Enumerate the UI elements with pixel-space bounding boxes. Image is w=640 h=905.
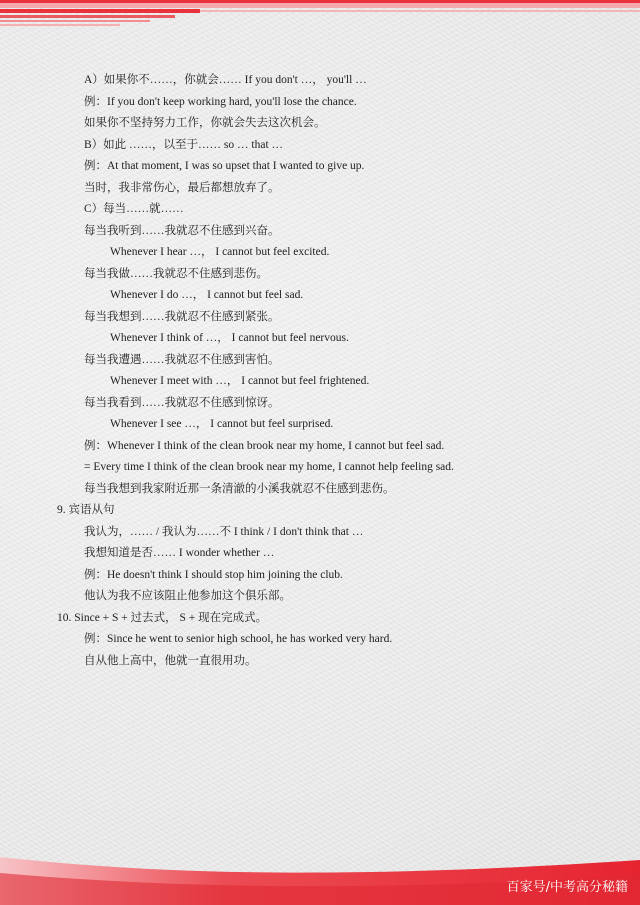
pattern-c-zh-do: 每当我做……我就忍不住感到悲伤。 <box>84 268 268 280</box>
pattern-c-zh-see: 每当我看到……我就忍不住感到惊讶。 <box>84 397 280 409</box>
pattern-c-zh-hear: 每当我听到……我就忍不住感到兴奋。 <box>84 225 280 237</box>
pattern-c-zh-meet: 每当我遭遇……我就忍不住感到害怕。 <box>84 354 280 366</box>
section-9-think: 我认为，…… / 我认为……不 I think / I don't think that … <box>84 526 364 538</box>
pattern-c-en-see: Whenever I see …， I cannot but feel surprised. <box>110 418 334 430</box>
pattern-a-example-zh: 如果你不坚持努力工作，你就会失去这次机会。 <box>84 117 326 129</box>
pattern-a-example-en: 例：If you don't keep working hard, you'll lose the chance. <box>84 96 357 108</box>
pattern-c-en-think: Whenever I think of …， I cannot but feel nervous. <box>110 332 349 344</box>
pattern-c-example-en: 例：Whenever I think of the clean brook near my home, I cannot but feel sad. <box>84 440 445 452</box>
pattern-b-heading: B）如此 ……，以至于…… so … that … <box>84 139 284 151</box>
pattern-c-zh-think: 每当我想到……我就忍不住感到紧张。 <box>84 311 280 323</box>
section-10-example-zh: 自从他上高中，他就一直很用功。 <box>84 655 257 667</box>
pattern-c-en-do: Whenever I do …， I cannot but feel sad. <box>110 289 304 301</box>
section-9-heading: 9. 宾语从句 <box>57 504 115 516</box>
section-9-example-zh: 他认为我不应该阻止他参加这个俱乐部。 <box>84 590 291 602</box>
pattern-c-en-hear: Whenever I hear …， I cannot but feel excited. <box>110 246 330 258</box>
top-decor-stripes <box>0 0 640 30</box>
pattern-a-heading: A）如果你不……，你就会…… If you don't …， you'll … <box>84 74 367 86</box>
pattern-c-en-meet: Whenever I meet with …， I cannot but feel frightened. <box>110 375 370 387</box>
watermark-text: 百家号/中考高分秘籍 <box>506 880 628 895</box>
section-10-example-en: 例：Since he went to senior high school, he has worked very hard. <box>84 633 393 645</box>
pattern-c-example-alt: = Every time I think of the clean brook near my home, I cannot help feeling sad. <box>84 461 454 473</box>
section-10-heading: 10. Since + S + 过去式， S + 现在完成式。 <box>57 612 268 624</box>
section-9-example-en: 例：He doesn't think I should stop him joining the club. <box>84 569 343 581</box>
pattern-c-example-zh: 每当我想到我家附近那一条清澈的小溪我就忍不住感到悲伤。 <box>84 483 395 495</box>
pattern-b-example-zh: 当时，我非常伤心，最后都想放弃了。 <box>84 182 280 194</box>
pattern-b-example-en: 例：At that moment, I was so upset that I wanted to give up. <box>84 160 365 172</box>
pattern-c-heading: C）每当……就…… <box>84 203 184 215</box>
section-9-wonder: 我想知道是否…… I wonder whether … <box>84 547 275 559</box>
